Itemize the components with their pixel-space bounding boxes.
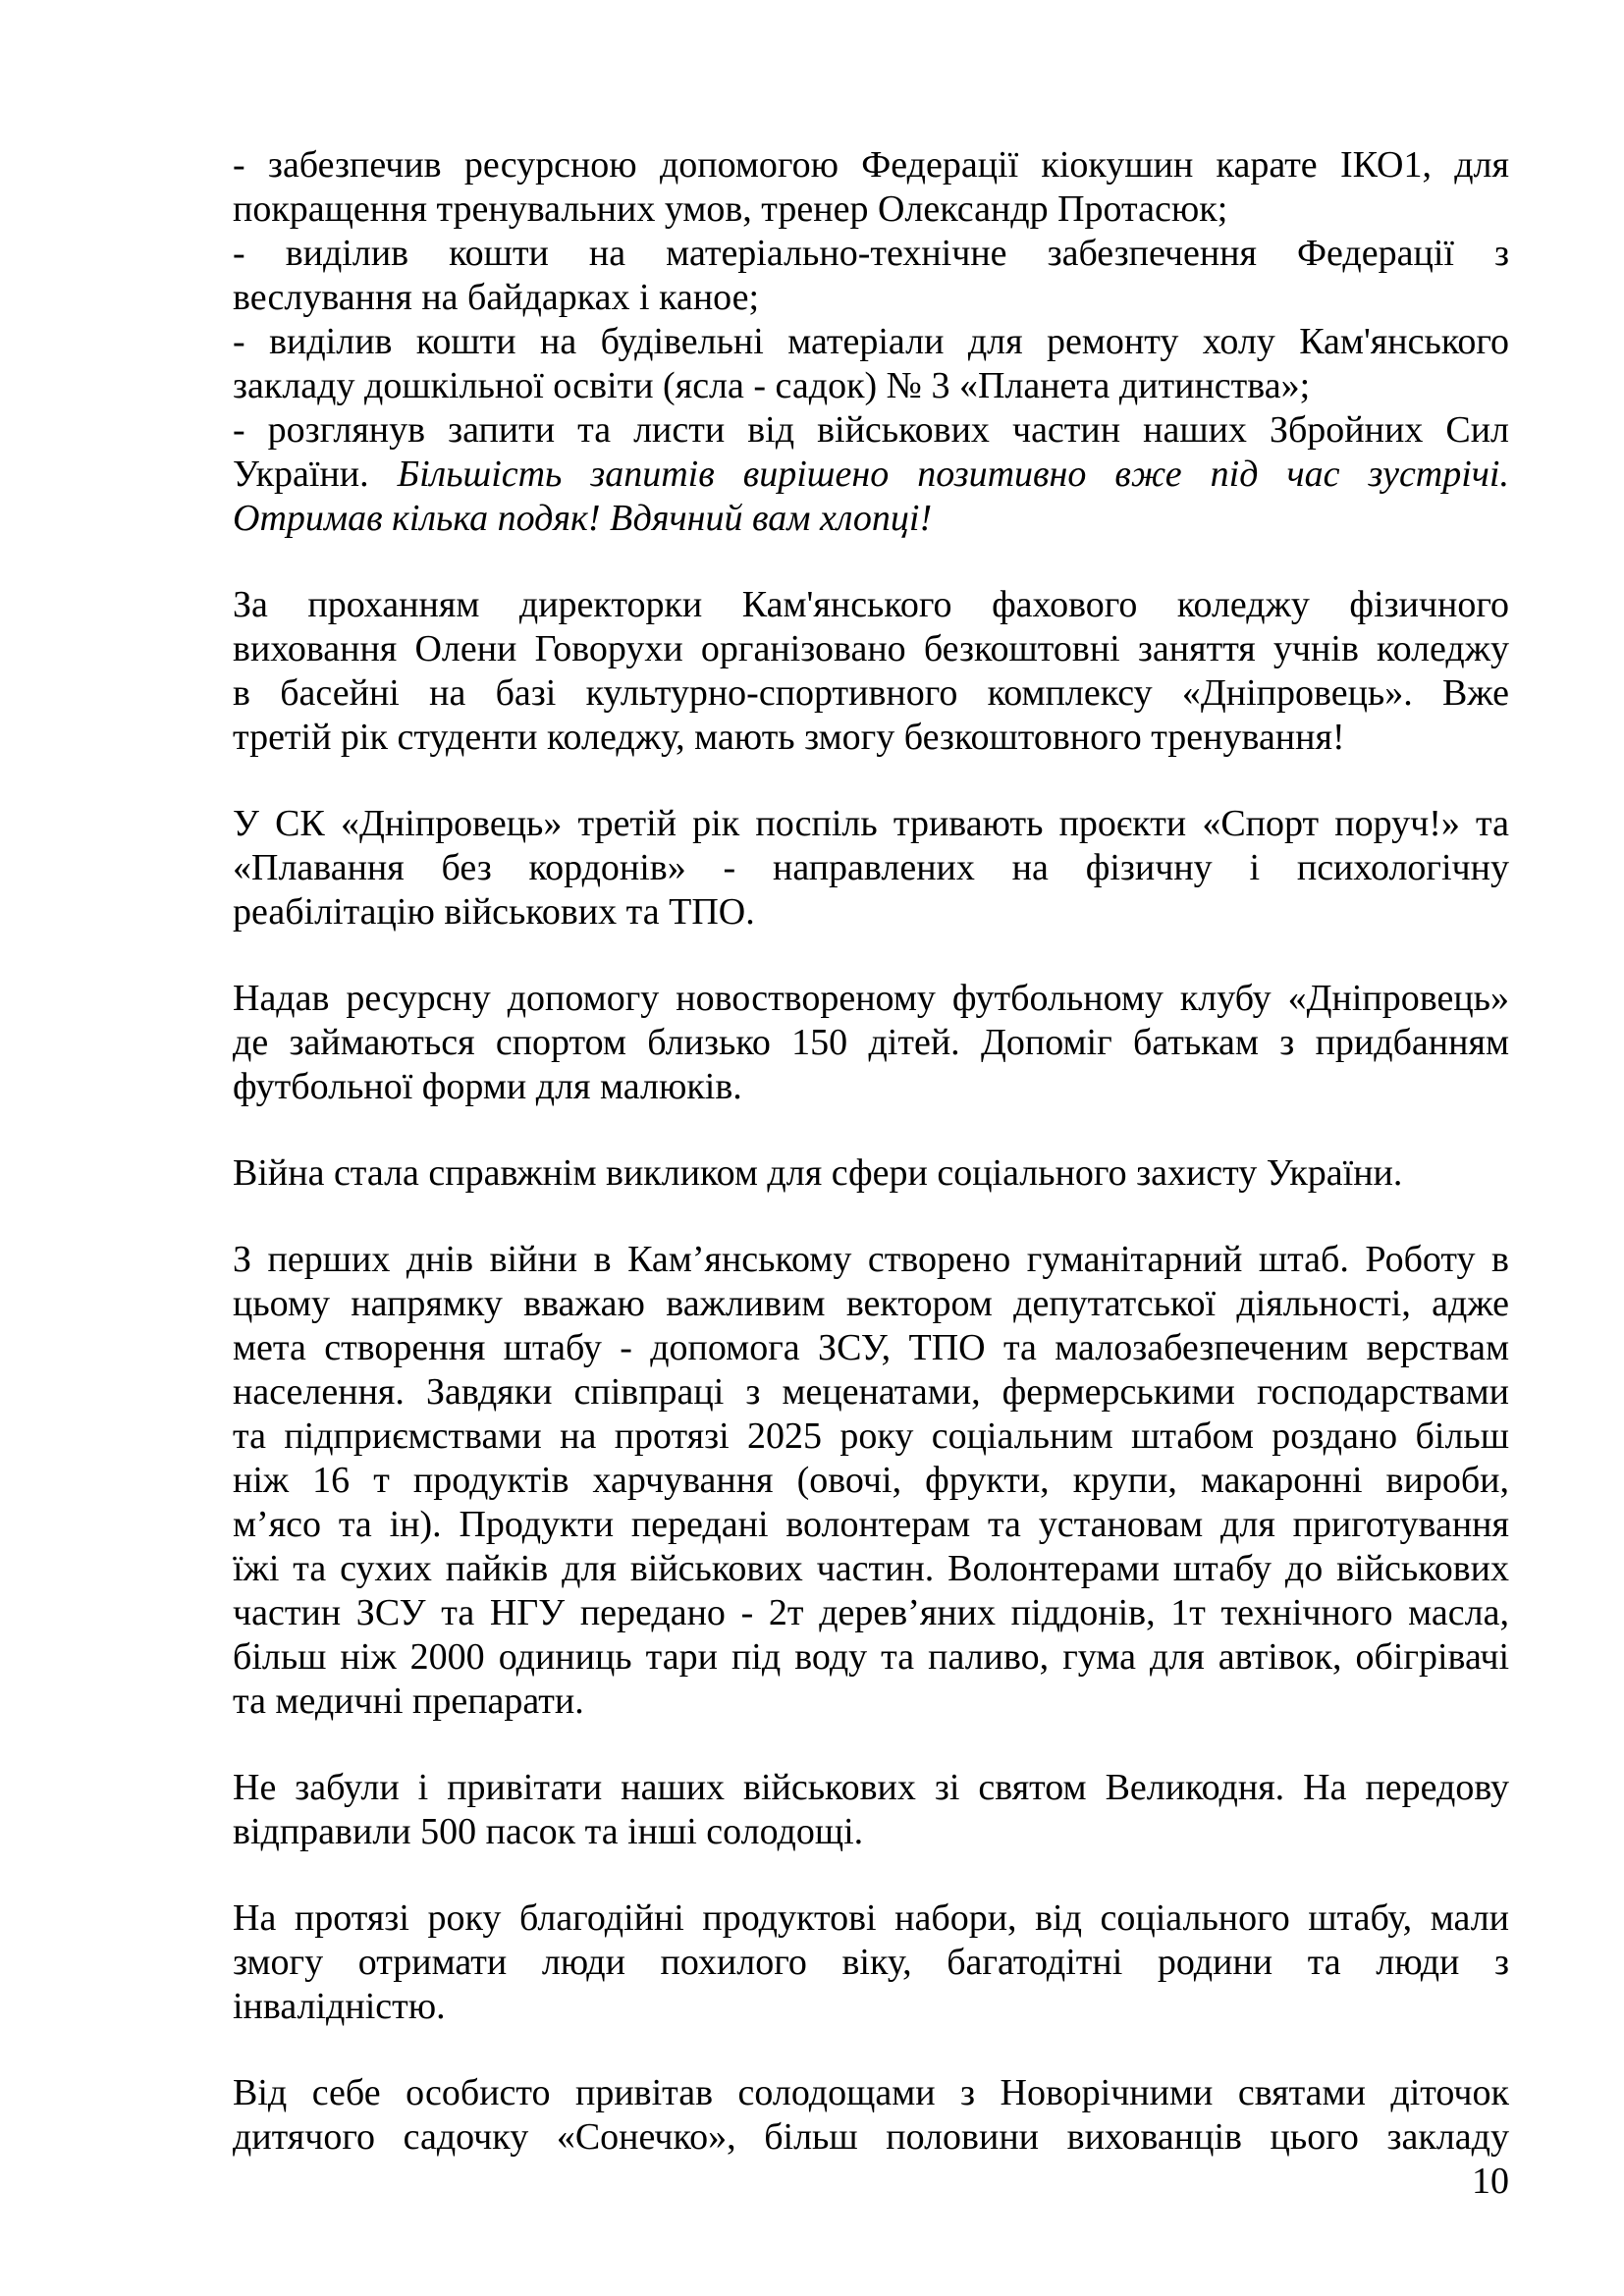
text-line [233, 320, 1509, 364]
paragraph [233, 1238, 1509, 1724]
text-line [233, 1065, 1509, 1109]
text-segment: За проханням директорки Кам'янського фахового коледжу фізичного [233, 584, 1509, 625]
text-line [233, 2071, 1509, 2115]
text-segment: цьому напрямку вважаю важливим вектором депутатської діяльності, адже [233, 1283, 1509, 1324]
text-line [233, 187, 1509, 232]
paragraph [233, 802, 1509, 934]
text-segment: виховання Олени Говорухи організовано безкоштовні заняття учнів коледжу [233, 628, 1509, 669]
text-segment: та медичні препарати. [233, 1681, 584, 1722]
text-segment: дитячого садочку «Сонечко», більш половини вихованців цього закладу [233, 2116, 1509, 2158]
page-number: 10 [1472, 2161, 1509, 2202]
text-line [233, 1985, 1509, 2029]
text-segment: більш ніж 2000 одиниць тари під воду та паливо, гума для автівок, обігрівачі [233, 1636, 1509, 1678]
text-segment: закладу дошкільної освіти (ясла - садок) № 3 «Планета дитинства»; [233, 365, 1311, 406]
text-segment: - розглянув запити та листи від військових частин наших Збройних Сил [233, 409, 1509, 451]
text-line [233, 1503, 1509, 1547]
paragraph [233, 583, 1509, 760]
paragraph [233, 1896, 1509, 2029]
text-line [233, 1766, 1509, 1810]
text-line [233, 1238, 1509, 1282]
text-line [233, 1591, 1509, 1635]
text-line [233, 1810, 1509, 1854]
text-line [233, 716, 1509, 760]
text-segment: їжі та сухих пайків для військових частин. Волонтерами штабу до військових [233, 1548, 1509, 1589]
text-segment: На протязі року благодійні продуктові набори, від соціального штабу, мали [233, 1897, 1509, 1939]
text-segment: реабілітацію військових та ТПО. [233, 891, 755, 933]
text-line [233, 143, 1509, 187]
text-segment: У СК «Дніпровець» третій рік поспіль тривають проєкти «Спорт поруч!» та [233, 803, 1509, 844]
document-body [233, 143, 1509, 2204]
text-line [233, 364, 1509, 408]
text-line [233, 1151, 1509, 1196]
paragraph [233, 320, 1509, 408]
text-segment: Не забули і привітати наших військових зі святом Великодня. На передову [233, 1767, 1509, 1808]
text-segment: в басейні на базі культурно-спортивного комплексу «Дніпровець». Вже [233, 672, 1509, 714]
paragraph [233, 1151, 1509, 1196]
text-segment: та підприємствами на протязі 2025 року соціальним штабом роздано більш [233, 1415, 1509, 1457]
text-segment: - забезпечив ресурсною допомогою Федерації кіокушин карате ІКО1, для [233, 144, 1509, 186]
text-line [233, 583, 1509, 627]
text-line [233, 497, 1509, 541]
paragraph [233, 408, 1509, 541]
text-segment: де займаються спортом близько 150 дітей. Допоміг батькам з придбанням [233, 1022, 1509, 1063]
text-line [233, 453, 1509, 497]
text-line [233, 408, 1509, 453]
text-line [233, 1680, 1509, 1724]
text-line [233, 1635, 1509, 1680]
text-segment: змогу отримати люди похилого віку, багатодітні родини та люди з [233, 1942, 1509, 1983]
text-line [233, 2115, 1509, 2160]
text-line [233, 1415, 1509, 1459]
text-line [233, 1326, 1509, 1370]
text-line [233, 1021, 1509, 1065]
text-line [233, 627, 1509, 671]
paragraph [233, 143, 1509, 232]
text-segment: відправили 500 пасок та інші солодощі. [233, 1811, 864, 1852]
text-segment: З перших днів війни в Кам’янському створено гуманітарний штаб. Роботу в [233, 1239, 1509, 1280]
text-line [233, 276, 1509, 320]
text-segment: Від себе особисто привітав солодощами з Новорічними святами діточок [233, 2072, 1509, 2113]
text-segment: - виділив кошти на будівельні матеріали для ремонту холу Кам'янського [233, 321, 1509, 362]
text-segment: Війна стала справжнім викликом для сфери соціального захисту України. [233, 1152, 1403, 1194]
paragraph [233, 977, 1509, 1109]
text-segment: веслування на байдарках і каное; [233, 277, 760, 318]
text-segment: інвалідністю. [233, 1986, 446, 2027]
italic-text-segment: Більшість запитів вирішено позитивно вже під час зустрічі. [397, 454, 1509, 495]
paragraph [233, 232, 1509, 320]
text-segment: частин ЗСУ та НГУ передано - 2т дерев’яних піддонів, 1т технічного масла, [233, 1592, 1509, 1633]
text-line [233, 232, 1509, 276]
text-line [233, 1547, 1509, 1591]
text-segment: м’ясо та ін). Продукти передані волонтерам та установам для приготування [233, 1504, 1509, 1545]
text-segment: «Плавання без кордонів» - направлених на фізичну і психологічну [233, 847, 1509, 888]
text-line [233, 846, 1509, 890]
text-line [233, 977, 1509, 1021]
text-line [233, 1896, 1509, 1941]
paragraph [233, 2071, 1509, 2160]
text-line [233, 1282, 1509, 1326]
paragraphs-container [233, 143, 1509, 2160]
text-line [233, 890, 1509, 934]
text-line [233, 1459, 1509, 1503]
text-segment: України. [233, 454, 398, 495]
paragraph [233, 1766, 1509, 1854]
text-segment: покращення тренувальних умов, тренер Олександр Протасюк; [233, 188, 1228, 230]
text-line [233, 1941, 1509, 1985]
text-segment: мета створення штабу - допомога ЗСУ, ТПО та малозабезпеченим верствам [233, 1327, 1509, 1368]
text-line [233, 802, 1509, 846]
text-line [233, 671, 1509, 716]
text-segment: третій рік студенти коледжу, мають змогу безкоштовного тренування! [233, 717, 1345, 758]
text-segment: футбольної форми для малюків. [233, 1066, 742, 1107]
text-line [233, 1370, 1509, 1415]
text-segment: населення. Завдяки співпраці з меценатами, фермерськими господарствами [233, 1371, 1509, 1413]
text-segment: ніж 16 т продуктів харчування (овочі, фрукти, крупи, макаронні вироби, [233, 1460, 1509, 1501]
text-segment: Надав ресурсну допомогу новоствореному футбольному клубу «Дніпровець» [233, 978, 1509, 1019]
text-segment: - виділив кошти на матеріально-технічне забезпечення Федерації з [233, 233, 1509, 274]
italic-text-segment: Отримав кілька подяк! Вдячний вам хлопці! [233, 498, 933, 539]
